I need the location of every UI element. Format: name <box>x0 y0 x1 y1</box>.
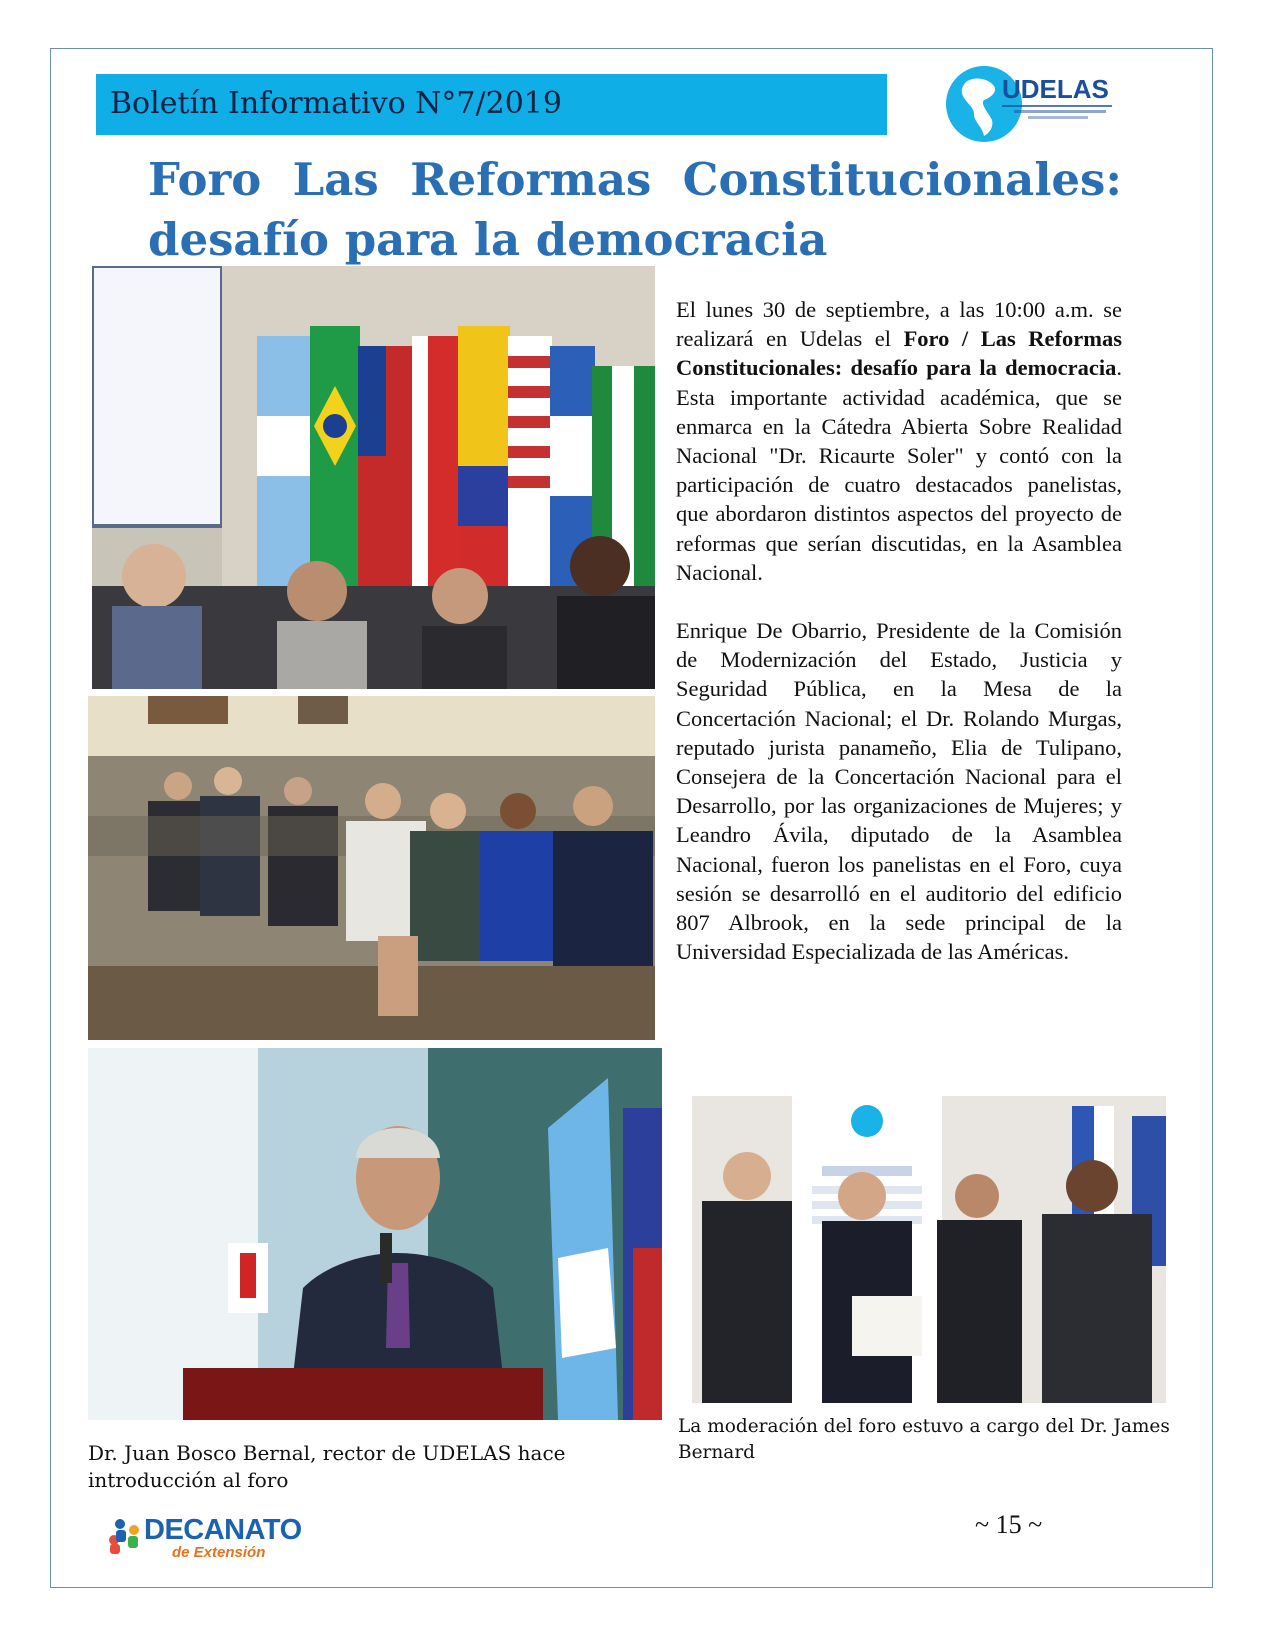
title-word: Reformas <box>410 153 652 206</box>
event-name-bold: Foro / Las Reformas Constitucionales: desafío para la democracia <box>676 326 1122 381</box>
photo-moderation-group <box>692 1096 1166 1403</box>
bulletin-banner <box>96 74 887 135</box>
caption-moderation: La moderación del foro estuvo a cargo del Dr. James Bernard <box>678 1416 1170 1463</box>
photo-audience <box>88 696 655 1040</box>
article-paragraph-1 <box>676 295 1122 587</box>
article-title <box>148 150 1122 270</box>
people-icon <box>106 1516 146 1556</box>
title-word: Las <box>292 153 379 206</box>
decanato-logo-sub: de Extensión <box>172 1544 266 1561</box>
page-number: ~ 15 ~ <box>975 1510 1043 1539</box>
title-word: Constitucionales: <box>682 153 1122 206</box>
title-word: Foro <box>148 153 262 206</box>
udelas-logo-text: UDELAS <box>1002 74 1109 104</box>
paragraph-text: . Esta importante actividad académica, que se enmarca en la Cátedra Abierta Sobre Realidad Nacional "Dr. Ricaurte Soler" y contó con la participación de cuatro destacados panelistas, que abordaron distintos aspectos del proyecto de reformas que serían discutidas, en la Asamblea Nacional. <box>676 355 1122 585</box>
article-paragraph-2: Enrique De Obarrio, Presidente de la Comisión de Modernización del Estado, Justicia y Seguridad Pública, en la Mesa de la Concertación Nacional; el Dr. Rolando Murgas, reputado jurista panameño, Elia de Tulipano, Consejera de la Concertación Nacional para el Desarrollo, por las organizaciones de Mujeres; y Leandro Ávila, diputado de la Asamblea Nacional, fueron los panelistas en el Foro, cuya sesión se desarrolló en el auditorio del edificio 807 Albrook, en la sede principal de la Universidad Especializada de las Américas. <box>676 618 1122 965</box>
decanato-logo-main: DECANATO <box>144 1514 302 1546</box>
paragraph-text: El lunes 30 de septiembre, a las 10:00 a.m. se realizará en Udelas el <box>676 297 1122 352</box>
title-line-2: desafío para la democracia <box>148 213 828 266</box>
article-body <box>676 295 1122 966</box>
photo-panelists-flags <box>92 266 655 689</box>
udelas-logo <box>944 64 1116 144</box>
title-line-1 <box>148 150 1122 210</box>
photo-rector-speaking <box>88 1048 662 1420</box>
bulletin-title: Boletín Informativo N°7/2019 <box>110 86 562 121</box>
caption-rector: Dr. Juan Bosco Bernal, rector de UDELAS hace introducción al foro <box>88 1441 566 1492</box>
decanato-logo <box>106 1510 302 1562</box>
